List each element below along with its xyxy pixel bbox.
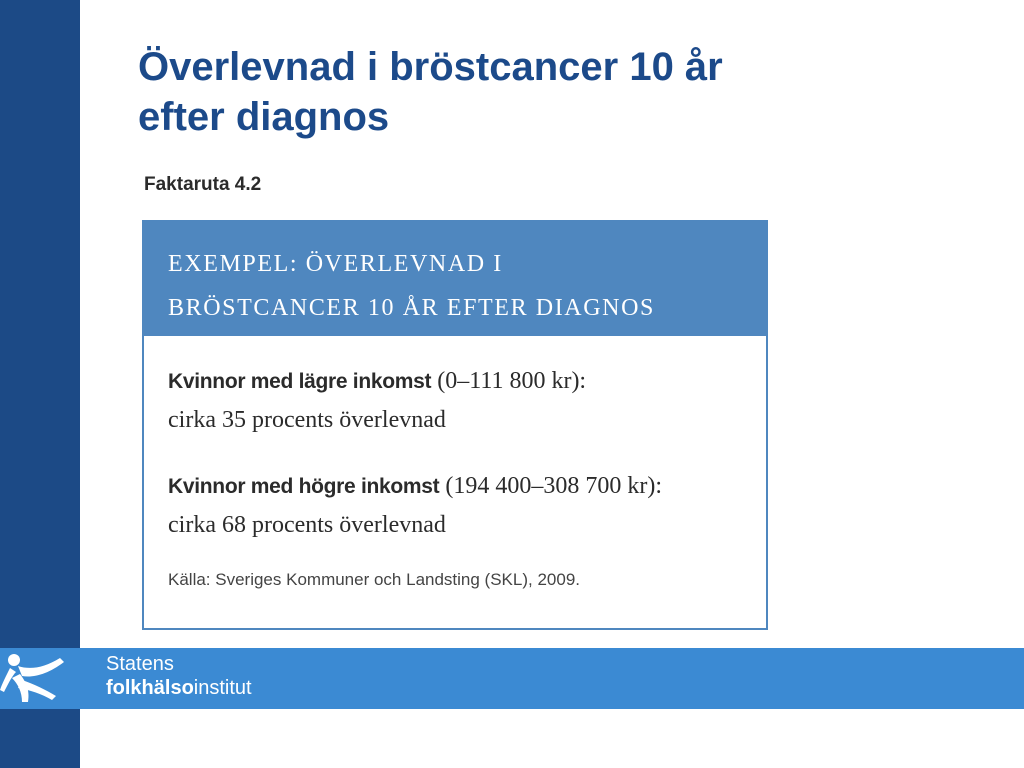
survival-result: cirka 68 procents överlevnad [168, 512, 446, 538]
fact-box-header [144, 222, 766, 336]
income-group-heading: Kvinnor med lägre inkomst [168, 370, 432, 393]
income-range: (0–111 800 kr): [431, 368, 587, 394]
income-group-line [168, 467, 766, 506]
fact-box-body [144, 336, 766, 590]
survival-result: cirka 35 procents överlevnad [168, 407, 446, 433]
income-group-heading: Kvinnor med högre inkomst [168, 475, 440, 498]
income-group-high [168, 467, 766, 544]
logo-line1: Statens [106, 653, 174, 675]
logo-line2-bold: folkhälso [106, 677, 194, 699]
fact-box-header-line1: EXEMPEL: ÖVERLEVNAD I [168, 251, 503, 277]
slide-title-line2: efter diagnos [138, 95, 390, 139]
slide-title [138, 42, 998, 142]
slide-title-line1: Överlevnad i bröstcancer 10 år [138, 45, 723, 89]
logo-line2 [106, 676, 252, 700]
fact-box [142, 220, 768, 630]
organization-logo-text [106, 652, 252, 700]
leaping-figure-icon [0, 646, 82, 710]
source-citation: Källa: Sveriges Kommuner och Landsting (SKL), 2009. [168, 570, 581, 589]
fact-box-label: Faktaruta 4.2 [144, 174, 262, 195]
income-range: (194 400–308 700 kr): [439, 473, 663, 499]
fact-box-header-line2: BRÖSTCANCER 10 ÅR EFTER DIAGNOS [168, 295, 655, 321]
income-group-line [168, 362, 766, 401]
income-group-low [168, 362, 766, 439]
logo-line2-regular: institut [193, 677, 252, 699]
